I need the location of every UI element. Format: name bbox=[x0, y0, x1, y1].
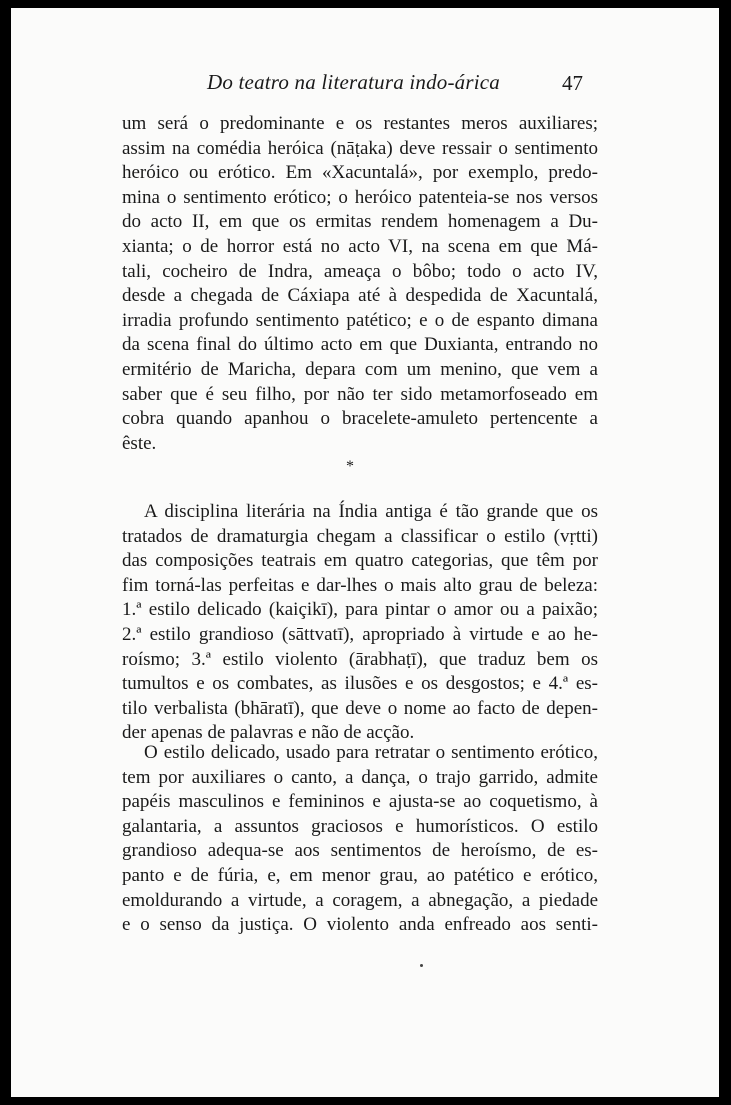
text-line: assim na comédia heróica (nāṭaka) deve ressair o sentimento bbox=[122, 137, 598, 159]
text-line: êste. bbox=[122, 432, 157, 454]
text-line: O estilo delicado, usado para retratar o sentimento erótico, bbox=[144, 742, 598, 763]
text-line: panto e de fúria, e, em menor grau, ao patético e erótico, bbox=[122, 864, 598, 886]
book-page bbox=[11, 8, 719, 1097]
text-line: roísmo; 3.ª estilo violento (ārabhaṭī), que traduz bem os bbox=[122, 648, 598, 670]
text-line: tumultos e os combates, as ilusões e os desgostos; e 4.ª es- bbox=[122, 673, 598, 695]
paragraph-2 bbox=[122, 500, 598, 746]
text-line: fim torná-las perfeitas e dar-lhes o mais alto grau de beleza: bbox=[122, 574, 598, 596]
text-line: cobra quando apanhou o bracelete-amuleto pertencente a bbox=[122, 408, 598, 430]
running-title: Do teatro na literatura indo-árica bbox=[207, 70, 501, 94]
text-line: der apenas de palavras e não de acção. bbox=[122, 722, 415, 744]
page-number: 47 bbox=[562, 71, 583, 95]
text-line: heróico ou erótico. Em «Xacuntalá», por exemplo, predo- bbox=[122, 162, 598, 184]
text-line: tratados de dramaturgia chegam a classificar o estilo (vṛtti) bbox=[122, 525, 598, 547]
text-line: xianta; o de horror está no acto VI, na scena em que Má- bbox=[122, 235, 598, 257]
text-line: papéis masculinos e femininos e ajusta-se ao coquetismo, à bbox=[122, 791, 598, 813]
section-separator: * bbox=[346, 458, 354, 475]
text-line: das composições teatrais em quatro categorias, que têm por bbox=[122, 550, 598, 572]
text-line: mina o sentimento erótico; o heróico patenteia-se nos versos bbox=[122, 186, 598, 208]
print-speck bbox=[420, 964, 423, 967]
text-line: tem por auxiliares o canto, a dança, o trajo garrido, admite bbox=[122, 766, 598, 788]
text-line: desde a chegada de Cáxiapa até à despedida de Xacuntalá, bbox=[122, 285, 598, 307]
paragraph-3 bbox=[122, 741, 598, 938]
text-line: tali, cocheiro de Indra, ameaça o bôbo; todo o acto IV, bbox=[122, 260, 598, 282]
text-line: e o senso da justiça. O violento anda enfreado aos senti- bbox=[122, 914, 598, 936]
text-line: galantaria, a assuntos graciosos e humorísticos. O estilo bbox=[122, 815, 598, 837]
text-line: tilo verbalista (bhāratī), que deve o nome ao facto de depen- bbox=[122, 697, 598, 719]
text-line: emoldurando a virtude, a coragem, a abnegação, a piedade bbox=[122, 889, 598, 911]
text-line: saber que é seu filho, por não ter sido metamorfoseado em bbox=[122, 383, 598, 405]
text-line: do acto II, em que os ermitas rendem homenagem a Du- bbox=[122, 211, 598, 233]
text-line: um será o predominante e os restantes meros auxiliares; bbox=[122, 113, 598, 134]
text-line: A disciplina literária na Índia antiga é tão grande que os bbox=[144, 501, 598, 522]
text-line: grandioso adequa-se aos sentimentos de heroísmo, de es- bbox=[122, 840, 598, 862]
paragraph-1 bbox=[122, 112, 598, 456]
text-line: irradia profundo sentimento patético; e o de espanto dimana bbox=[122, 309, 598, 331]
text-line: 1.ª estilo delicado (kaiçikī), para pintar o amor ou a paixão; bbox=[122, 599, 598, 621]
text-line: ermitério de Maricha, depara com um menino, que vem a bbox=[122, 358, 598, 380]
text-line: 2.ª estilo grandioso (sāttvatī), apropriado à virtude e ao he- bbox=[122, 623, 598, 645]
text-line: da scena final do último acto em que Duxianta, entrando no bbox=[122, 334, 598, 356]
page-header bbox=[11, 70, 719, 100]
